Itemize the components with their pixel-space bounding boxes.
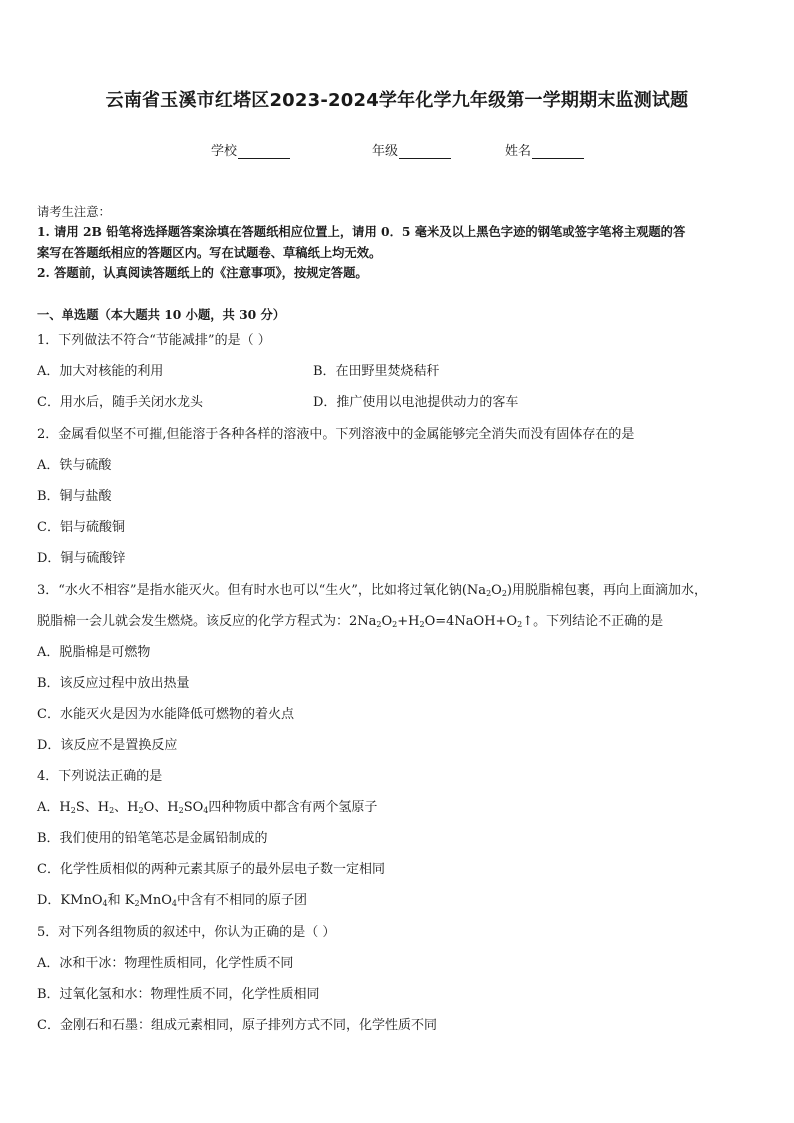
q4-text: 和 K <box>107 893 135 908</box>
question-3-option-d: D．该反应不是置换反应 <box>37 738 178 753</box>
q4-subscript: 2 <box>138 806 144 815</box>
question-3-option-c: C．水能灭火是因为水能降低可燃物的着火点 <box>37 707 294 722</box>
q4-subscript: 2 <box>70 806 76 815</box>
question-2-option-c: C．铝与硫酸铜 <box>37 520 125 535</box>
q3-text: O <box>381 614 393 629</box>
question-1-option-c: C．用水后，随手关闭水龙头 <box>37 395 203 410</box>
school-label: 学校 <box>211 144 238 159</box>
grade-label: 年级 <box>372 144 399 159</box>
question-1-option-a: A．加大对核能的利用 <box>37 364 164 379</box>
q4-subscript: 2 <box>109 806 115 815</box>
q3-text: O <box>491 583 502 598</box>
q3-subscript: 2 <box>517 620 523 629</box>
question-3-stem-line-2 <box>37 613 663 631</box>
q3-text: 脱脂棉一会儿就会发生燃烧。该反应的化学方程式为：2Na <box>37 614 377 629</box>
question-3-stem-line-1 <box>37 582 707 600</box>
q3-text: +H <box>397 614 420 629</box>
notice-item-1-line-1: 1. 请用 2B 铅笔将选择题答案涂填在答题纸相应位置上，请用 0．5 毫米及以上黑色字迹的钢笔或签字笔将主观题的答 <box>37 224 686 239</box>
school-field <box>211 140 290 159</box>
q4-text: 、H <box>114 800 139 815</box>
notice-item-1-line-2: 案写在答题纸相应的答题区内。写在试题卷、草稿纸上均无效。 <box>37 245 382 260</box>
q4-subscript: 4 <box>203 806 209 815</box>
q4-text: O、H <box>143 800 179 815</box>
notice-item-2: 2. 答题前，认真阅读答题纸上的《注意事项》，按规定答题。 <box>37 265 368 280</box>
question-1-stem: 1．下列做法不符合“节能减排”的是（ ） <box>37 333 271 348</box>
q3-subscript: 2 <box>486 589 492 598</box>
q4-text: 中含有不相同的原子团 <box>176 893 307 908</box>
question-5-option-a: A．冰和干冰：物理性质相同，化学性质不同 <box>37 956 294 971</box>
q3-text: )用脱脂棉包裹，再向上面滴加水， <box>506 583 707 598</box>
q4-subscript: 2 <box>178 806 184 815</box>
notice-heading: 请考生注意： <box>37 205 111 219</box>
q4-subscript: 4 <box>102 899 108 908</box>
question-5-stem: 5．对下列各组物质的叙述中，你认为正确的是（ ） <box>37 925 336 940</box>
q3-text: O=4NaOH+O <box>424 614 518 629</box>
question-4-stem: 4．下列说法正确的是 <box>37 769 163 784</box>
name-blank[interactable] <box>532 144 584 159</box>
name-field <box>505 140 584 159</box>
question-4-option-b: B．我们使用的铅笔笔芯是金属铅制成的 <box>37 831 268 846</box>
question-2-stem: 2．金属看似坚不可摧,但能溶于各种各样的溶液中。下列溶液中的金属能够完全消失而没有固体存在的是 <box>37 427 635 442</box>
question-1-option-d: D．推广使用以电池提供动力的客车 <box>313 395 519 410</box>
question-2-option-a: A．铁与硫酸 <box>37 458 112 473</box>
q4-text: A．H <box>37 800 71 815</box>
question-1-option-b: B．在田野里焚烧秸秆 <box>313 364 440 379</box>
question-2-option-d: D．铜与硫酸锌 <box>37 551 126 566</box>
q3-text: ↑。下列结论不正确的是 <box>522 614 664 629</box>
q3-subscript: 2 <box>392 620 398 629</box>
q4-text: S、H <box>75 800 110 815</box>
question-3-option-b: B．该反应过程中放出热量 <box>37 676 190 691</box>
grade-field <box>372 140 451 159</box>
q4-text: D．KMnO <box>37 893 103 908</box>
question-4-option-d <box>37 892 307 910</box>
q4-subscript: 4 <box>171 899 177 908</box>
question-4-option-a <box>37 799 377 817</box>
q4-subscript: 2 <box>134 899 140 908</box>
name-label: 姓名 <box>505 144 532 159</box>
q3-subscript: 2 <box>376 620 382 629</box>
question-5-option-b: B．过氧化氢和水：物理性质不同，化学性质相同 <box>37 987 320 1002</box>
grade-blank[interactable] <box>399 144 451 159</box>
section-heading: 一、单选题（本大题共 10 小题，共 30 分） <box>37 307 286 322</box>
question-3-option-a: A．脱脂棉是可燃物 <box>37 645 151 660</box>
school-blank[interactable] <box>238 144 290 159</box>
question-4-option-c: C．化学性质相似的两种元素其原子的最外层电子数一定相同 <box>37 862 385 877</box>
q3-text: 3．“水火不相容”是指水能灭火。但有时水也可以“生火”，比如将过氧化钠(Na <box>37 583 487 598</box>
q4-text: 四种物质中都含有两个氢原子 <box>208 800 378 815</box>
q3-subscript: 2 <box>419 620 425 629</box>
q4-text: MnO <box>139 893 172 908</box>
question-2-option-b: B．铜与盐酸 <box>37 489 112 504</box>
q4-text: SO <box>183 800 204 815</box>
q3-subscript: 2 <box>501 589 507 598</box>
page-title: 云南省玉溪市红塔区2023-2024学年化学九年级第一学期期末监测试题 <box>105 90 689 111</box>
question-5-option-c: C．金刚石和石墨：组成元素相同，原子排列方式不同，化学性质不同 <box>37 1018 437 1033</box>
